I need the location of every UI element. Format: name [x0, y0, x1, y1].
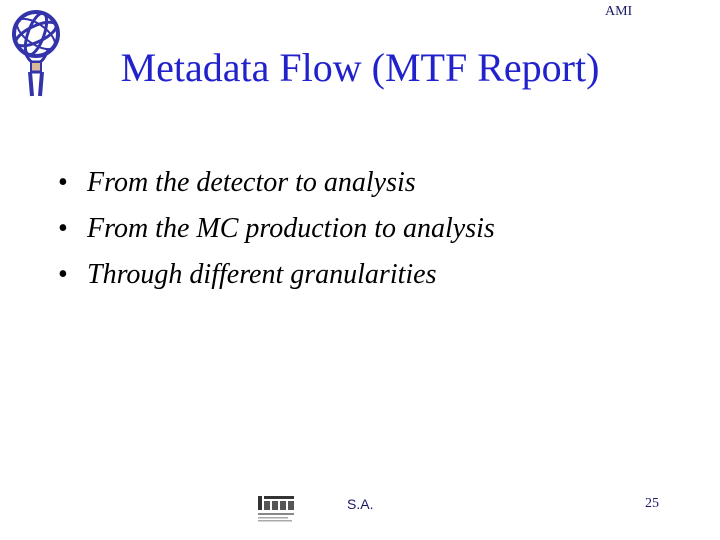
page-number: 25 [645, 496, 659, 511]
lpsc-logo-icon [256, 492, 296, 524]
bullet-text: From the MC production to analysis [87, 213, 495, 244]
bullet-glyph: • [58, 167, 68, 198]
bullet-list [58, 163, 495, 301]
bullet-text: From the detector to analysis [87, 167, 416, 198]
bullet-item [58, 255, 495, 301]
bullet-glyph: • [58, 259, 68, 290]
slide-title: Metadata Flow (MTF Report) [120, 45, 600, 90]
bullet-item [58, 209, 495, 255]
header-tag: AMI [605, 4, 633, 19]
bullet-glyph: • [58, 213, 68, 244]
bullet-item [58, 163, 495, 209]
footer-author: S.A. [347, 496, 374, 512]
bullet-text: Through different granularities [87, 259, 437, 290]
